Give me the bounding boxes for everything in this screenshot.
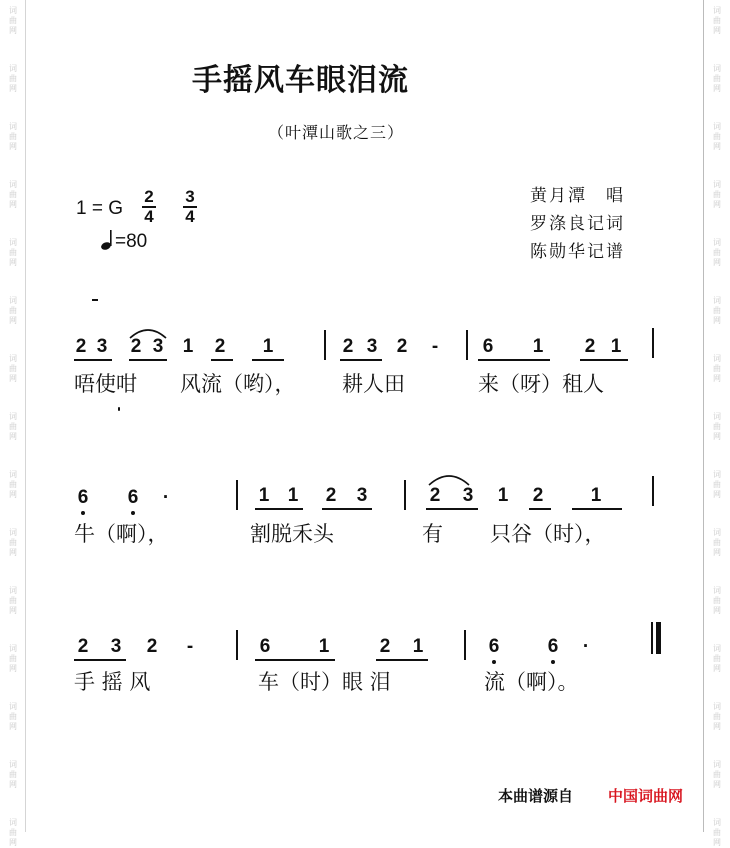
lyric: 风流（哟）， — [180, 372, 296, 396]
note-dash: - — [186, 636, 194, 657]
note-dash: - — [431, 336, 439, 357]
beam — [322, 508, 372, 510]
watermark-text: 词 曲 网 — [9, 6, 17, 35]
note: 3 — [110, 636, 122, 657]
watermark-text: 词 曲 网 — [9, 122, 17, 151]
watermark-text: 词 曲 网 — [9, 702, 17, 731]
watermark-text: 词 曲 网 — [9, 528, 17, 557]
beam — [426, 508, 478, 510]
note: 2 — [214, 336, 226, 357]
note: 1 — [610, 336, 622, 357]
credit-singer: 黄月潭 唱 — [530, 186, 625, 206]
barline — [466, 330, 468, 360]
note: 1 — [532, 336, 544, 357]
beam — [478, 359, 550, 361]
key-signature: 1 = G — [76, 198, 123, 219]
barline — [236, 480, 238, 510]
watermark-text: 词 曲 网 — [713, 238, 721, 267]
quarter-note-icon — [100, 228, 116, 252]
note: 1 — [287, 485, 299, 506]
note: 2 — [396, 336, 408, 357]
barline — [652, 476, 654, 506]
note: 3 — [366, 336, 378, 357]
beam — [129, 359, 167, 361]
meter-1-top: 2 — [144, 187, 154, 206]
watermark-text: 词 曲 网 — [9, 296, 17, 325]
right-watermark-strip — [703, 0, 730, 847]
augmentation-dot: · — [582, 636, 590, 657]
song-title: 手摇风车眼泪流 — [192, 63, 409, 98]
meter-2-top: 3 — [185, 187, 195, 206]
beam — [252, 359, 284, 361]
note: 3 — [96, 336, 108, 357]
note: 6 — [259, 636, 271, 657]
watermark-text: 词 曲 网 — [713, 470, 721, 499]
note: 2 — [584, 336, 596, 357]
note: 2 — [342, 336, 354, 357]
stray-mark — [118, 407, 120, 411]
note: 6 — [127, 487, 139, 508]
watermark-text: 词 曲 网 — [713, 412, 721, 441]
watermark-text: 词 曲 网 — [713, 702, 721, 731]
beam — [376, 659, 428, 661]
low-octave-dot — [81, 511, 85, 515]
lyric: 手 摇 风 — [74, 670, 151, 694]
note: 1 — [412, 636, 424, 657]
watermark-text: 词 曲 网 — [713, 354, 721, 383]
meter-2-bottom: 4 — [185, 207, 195, 226]
note: 2 — [532, 485, 544, 506]
lyric: 割脱禾头 — [250, 522, 334, 546]
song-subtitle: （叶潭山歌之三） — [268, 123, 405, 142]
watermark-text: 词 曲 网 — [713, 644, 721, 673]
lyric: 流（啊）。 — [484, 670, 579, 694]
watermark-text: 词 曲 网 — [9, 818, 17, 847]
note: 2 — [77, 636, 89, 657]
meter-1-bottom: 4 — [144, 207, 154, 226]
beam — [580, 359, 628, 361]
final-barline-thin — [651, 622, 653, 654]
watermark-text: 词 曲 网 — [9, 238, 17, 267]
note: 3 — [356, 485, 368, 506]
beam — [529, 508, 551, 510]
watermark-text: 词 曲 网 — [713, 296, 721, 325]
watermark-text: 词 曲 网 — [713, 528, 721, 557]
beam — [572, 508, 622, 510]
lyric: 来（呀）租人 — [478, 372, 604, 396]
note: 6 — [77, 487, 89, 508]
note: 1 — [258, 485, 270, 506]
watermark-text: 词 曲 网 — [9, 644, 17, 673]
watermark-text: 词 曲 网 — [713, 586, 721, 615]
note: 1 — [182, 336, 194, 357]
note: 2 — [429, 485, 441, 506]
beam — [255, 659, 335, 661]
watermark-text: 词 曲 网 — [9, 354, 17, 383]
beam — [340, 359, 382, 361]
barline — [236, 630, 238, 660]
beam — [211, 359, 233, 361]
watermark-text: 词 曲 网 — [713, 818, 721, 847]
note: 2 — [146, 636, 158, 657]
low-octave-dot — [131, 511, 135, 515]
watermark-text: 词 曲 网 — [713, 122, 721, 151]
watermark-text: 词 曲 网 — [9, 180, 17, 209]
tempo-value: =80 — [115, 231, 148, 252]
watermark-text: 词 曲 网 — [9, 470, 17, 499]
source-label: 本曲谱源自 — [498, 787, 574, 805]
barline — [652, 328, 654, 358]
watermark-text: 词 曲 网 — [713, 6, 721, 35]
note: 6 — [488, 636, 500, 657]
beam — [255, 508, 303, 510]
note: 1 — [262, 336, 274, 357]
note: 2 — [379, 636, 391, 657]
note: 1 — [497, 485, 509, 506]
lyric: 车（时）眼 泪 — [258, 670, 391, 694]
watermark-text: 词 曲 网 — [713, 180, 721, 209]
note: 3 — [462, 485, 474, 506]
note: 1 — [318, 636, 330, 657]
watermark-text: 词 曲 网 — [9, 586, 17, 615]
stray-mark — [92, 299, 98, 301]
lyric: 有 — [422, 522, 443, 546]
note: 1 — [590, 485, 602, 506]
beam — [74, 659, 126, 661]
lyric: 耕人田 — [342, 372, 405, 396]
lyric: 只谷（时）， — [490, 522, 606, 546]
watermark-text: 词 曲 网 — [9, 760, 17, 789]
barline — [404, 480, 406, 510]
note: 2 — [130, 336, 142, 357]
beam — [74, 359, 112, 361]
barline — [464, 630, 466, 660]
note: 6 — [482, 336, 494, 357]
low-octave-dot — [551, 660, 555, 664]
watermark-text: 词 曲 网 — [9, 412, 17, 441]
lyric: 唔使咁 — [74, 372, 137, 396]
augmentation-dot: · — [162, 487, 170, 508]
lyric: 牛（啊）， — [74, 522, 169, 546]
note: 6 — [547, 636, 559, 657]
watermark-text: 词 曲 网 — [713, 760, 721, 789]
site-brand-link[interactable]: 中国词曲网 — [608, 787, 684, 805]
note: 2 — [75, 336, 87, 357]
low-octave-dot — [492, 660, 496, 664]
note: 3 — [152, 336, 164, 357]
credit-arranger: 陈勋华记谱 — [530, 242, 625, 262]
watermark-text: 词 曲 网 — [9, 64, 17, 93]
credit-lyricist: 罗涤良记词 — [530, 214, 625, 234]
watermark-text: 词 曲 网 — [713, 64, 721, 93]
barline — [324, 330, 326, 360]
final-barline-thick — [656, 622, 661, 654]
left-watermark-strip — [0, 0, 26, 847]
note: 2 — [325, 485, 337, 506]
